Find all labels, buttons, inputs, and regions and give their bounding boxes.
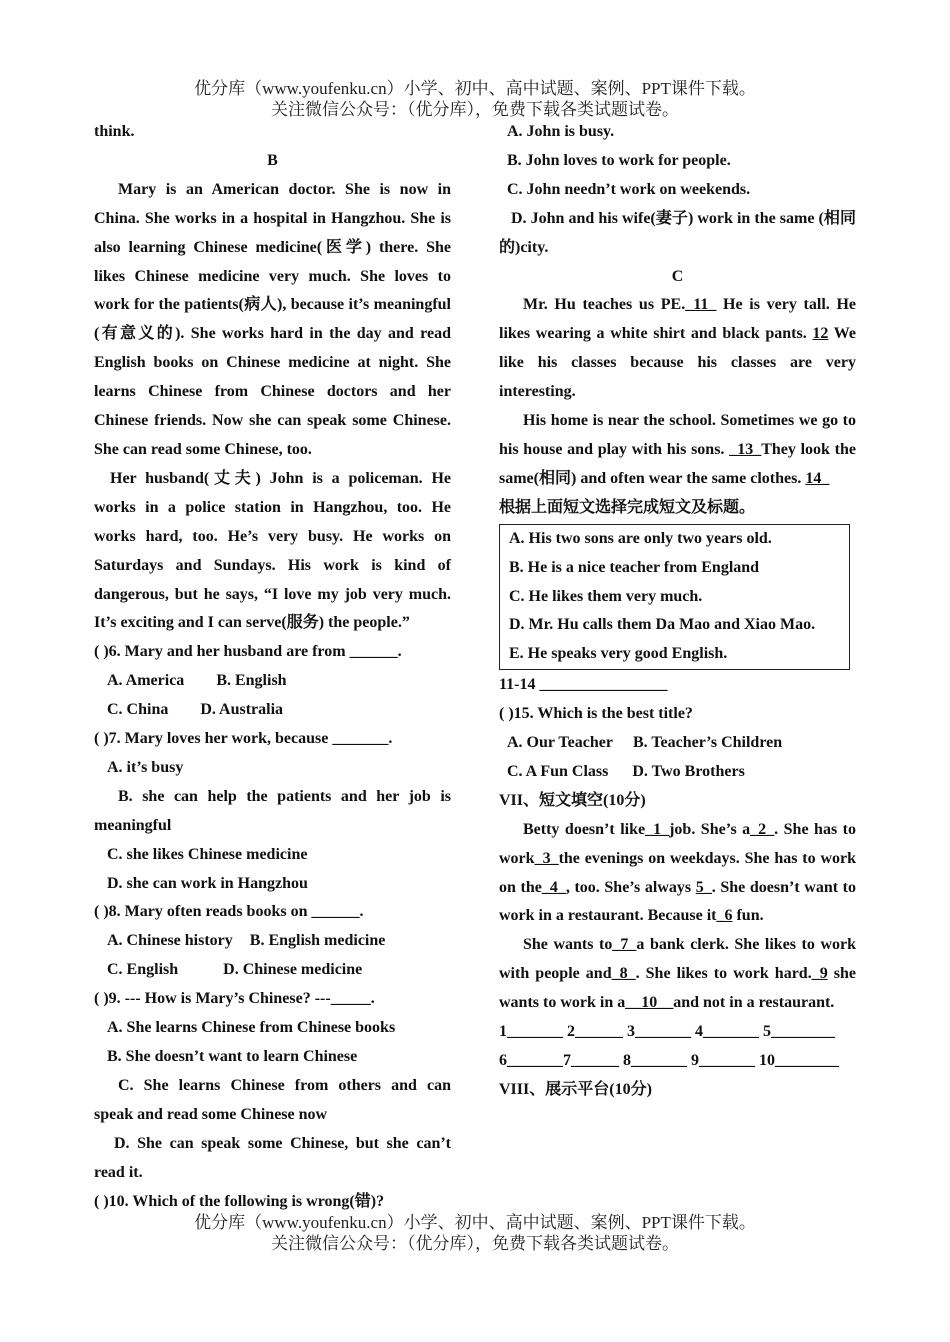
blank-2: _2_ bbox=[750, 820, 775, 838]
option-6a: A. America bbox=[107, 672, 185, 690]
section-8-heading: VIII、展示平台(10分) bbox=[499, 1080, 652, 1098]
question-6-options-row-2 bbox=[94, 696, 451, 725]
option-7c: C. she likes Chinese medicine bbox=[107, 845, 308, 863]
question-8-options-row-2 bbox=[94, 956, 451, 985]
header-line-1: 优分库（www.youfenku.cn）小学、初中、高中试题、案例、PPT课件下载。 bbox=[194, 79, 756, 98]
carryover-text: think. bbox=[94, 123, 135, 140]
cloze-paragraph-2 bbox=[499, 931, 856, 1018]
option-6c: C. China bbox=[107, 701, 169, 719]
passage-c-text: They look the same(相同) and often wear the same clothes. bbox=[499, 440, 857, 487]
passage-b-paragraph-1: Mary is an American doctor. She is now in China. She works in a hospital in Hangzhou. She is also learning Chinese medicine(医学) there. She likes Chinese medicine very much. She loves to work for the patients(病人), because it’s meaningful (有意义的). She works hard in the day and read English books on Chinese medicine at night. She learns Chinese from Chinese doctors and her Chinese friends. Now she can speak some Chinese. She can read some Chinese, too. bbox=[94, 180, 451, 458]
question-9: ( )9. --- How is Mary’s Chinese? ---_____. bbox=[94, 990, 375, 1008]
option-7d: D. she can work in Hangzhou bbox=[107, 874, 308, 892]
option-9b: B. She doesn’t want to learn Chinese bbox=[107, 1048, 358, 1065]
cloze-text: . She doesn’t want to work in a restaurant. Because it bbox=[499, 878, 856, 925]
section-c-instruction: 根据上面短文选择完成短文及标题。 bbox=[499, 498, 756, 516]
question-8: ( )8. Mary often reads books on ______. bbox=[94, 903, 364, 921]
option-9d: D. She can speak some Chinese, but she can’t read it. bbox=[94, 1134, 451, 1181]
question-6-options-row-1 bbox=[94, 667, 451, 696]
passage-c-text: His home is near the school. Sometimes we go to his house and play with his sons. bbox=[499, 412, 856, 458]
question-6: ( )6. Mary and her husband are from ______. bbox=[94, 643, 402, 661]
cloze-text: . She likes to work hard. bbox=[635, 965, 812, 983]
cloze-text: the evenings on weekdays. She has to work on the bbox=[499, 849, 856, 896]
box-option-a: A. His two sons are only two years old. bbox=[509, 529, 772, 547]
blank-12: 12 bbox=[812, 325, 829, 343]
cloze-text: job. She’s a bbox=[669, 820, 751, 838]
passage-c-text: He is very tall. He likes wearing a white shirt and black pants. bbox=[499, 296, 857, 343]
answer-line-11-14: 11-14 ________________ bbox=[499, 676, 668, 694]
answer-options-box bbox=[499, 524, 850, 671]
left-column bbox=[94, 118, 451, 1216]
footer-line-1: 优分库（www.youfenku.cn）小学、初中、高中试题、案例、PPT课件下载。 bbox=[194, 1213, 756, 1232]
cloze-text: she wants to work in a bbox=[499, 965, 856, 1012]
option-8c: C. English bbox=[107, 961, 179, 979]
passage-c-text: Mr. Hu teaches us PE. bbox=[523, 296, 686, 314]
blank-4: _4_ bbox=[541, 878, 566, 896]
passage-b-paragraph-2: Her husband(丈夫) John is a policeman. He works in a police station in Hangzhou, too. He works hard, too. He’s very busy. He works on Saturdays and Sundays. His work is kind of dangerous, but he says, “I love my job very much. It’s exciting and I can serve(服务) the people.” bbox=[94, 469, 451, 632]
option-7b: B. she can help the patients and her job is meaningful bbox=[94, 787, 451, 834]
section-c-heading: C bbox=[671, 267, 684, 285]
answer-line-1-5: 1_______ 2______ 3_______ 4_______ 5________ bbox=[499, 1023, 835, 1041]
passage-c-paragraph-2 bbox=[499, 407, 856, 494]
cloze-text: She wants to bbox=[523, 936, 613, 954]
cloze-text: fun. bbox=[732, 907, 764, 925]
option-10c: C. John needn’t work on weekends. bbox=[507, 180, 751, 198]
blank-7: _7_ bbox=[612, 936, 637, 954]
option-6b: B. English bbox=[216, 672, 287, 690]
section-b-heading: B bbox=[267, 151, 278, 169]
box-option-e: E. He speaks very good English. bbox=[509, 645, 728, 663]
blank-3: _3_ bbox=[534, 849, 559, 867]
cloze-text: and not in a restaurant. bbox=[673, 994, 835, 1012]
passage-c-paragraph-1 bbox=[499, 291, 856, 407]
question-7: ( )7. Mary loves her work, because _______. bbox=[94, 730, 393, 748]
box-option-b: B. He is a nice teacher from England bbox=[509, 558, 760, 576]
question-15: ( )15. Which is the best title? bbox=[499, 705, 693, 723]
blank-6: _6 bbox=[716, 907, 733, 925]
page-header bbox=[0, 78, 950, 120]
blank-1: _1_ bbox=[645, 820, 670, 838]
option-8a: A. Chinese history bbox=[107, 932, 233, 950]
option-10a: A. John is busy. bbox=[507, 123, 615, 140]
question-15-options-row-2 bbox=[499, 758, 856, 787]
option-6d: D. Australia bbox=[200, 701, 284, 719]
cloze-text: a bank clerk. She likes to work with people and bbox=[499, 936, 857, 983]
option-15c: C. A Fun Class bbox=[507, 762, 609, 780]
option-15d: D. Two Brothers bbox=[632, 762, 745, 780]
blank-14: 14_ bbox=[805, 469, 830, 487]
blank-10: __10__ bbox=[625, 994, 674, 1012]
cloze-paragraph-1 bbox=[499, 816, 856, 932]
page-footer bbox=[0, 1212, 950, 1254]
question-15-options-row-1 bbox=[499, 729, 856, 758]
option-10b: B. John loves to work for people. bbox=[507, 151, 731, 169]
option-9a: A. She learns Chinese from Chinese books bbox=[107, 1019, 396, 1037]
right-column bbox=[499, 118, 856, 1105]
option-8d: D. Chinese medicine bbox=[223, 961, 363, 979]
passage-c-text: We like his classes because his classes are very interesting. bbox=[499, 325, 856, 401]
option-7a: A. it’s busy bbox=[107, 758, 184, 776]
blank-8: _8_ bbox=[611, 965, 636, 983]
cloze-text: , too. She’s always bbox=[565, 878, 696, 896]
section-7-heading: VII、短文填空(10分) bbox=[499, 791, 646, 809]
option-10d: D. John and his wife(妻子) work in the same (相同的)city. bbox=[499, 209, 856, 256]
cloze-text: Betty doesn’t like bbox=[523, 820, 646, 838]
blank-9: _9 bbox=[811, 965, 828, 983]
option-9c: C. She learns Chinese from others and can speak and read some Chinese now bbox=[94, 1076, 451, 1123]
footer-line-2: 关注微信公众号：（优分库），免费下载各类试题试卷。 bbox=[271, 1234, 679, 1253]
box-option-c: C. He likes them very much. bbox=[509, 587, 703, 605]
header-line-2: 关注微信公众号：（优分库），免费下载各类试题试卷。 bbox=[271, 100, 679, 119]
option-15b: B. Teacher’s Children bbox=[632, 734, 783, 752]
blank-11: _11_ bbox=[685, 296, 717, 314]
answer-line-6-10: 6_______7______ 8_______ 9_______ 10________ bbox=[499, 1052, 839, 1069]
question-10: ( )10. Which of the following is wrong(错)? bbox=[94, 1192, 385, 1210]
box-option-d: D. Mr. Hu calls them Da Mao and Xiao Mao. bbox=[509, 616, 816, 634]
option-8b: B. English medicine bbox=[249, 932, 386, 950]
blank-5: 5_ bbox=[695, 878, 712, 896]
option-15a: A. Our Teacher bbox=[507, 734, 613, 752]
cloze-text: . She has to work bbox=[499, 820, 856, 867]
question-8-options-row-1 bbox=[94, 927, 451, 956]
blank-13: _13_ bbox=[729, 440, 762, 458]
